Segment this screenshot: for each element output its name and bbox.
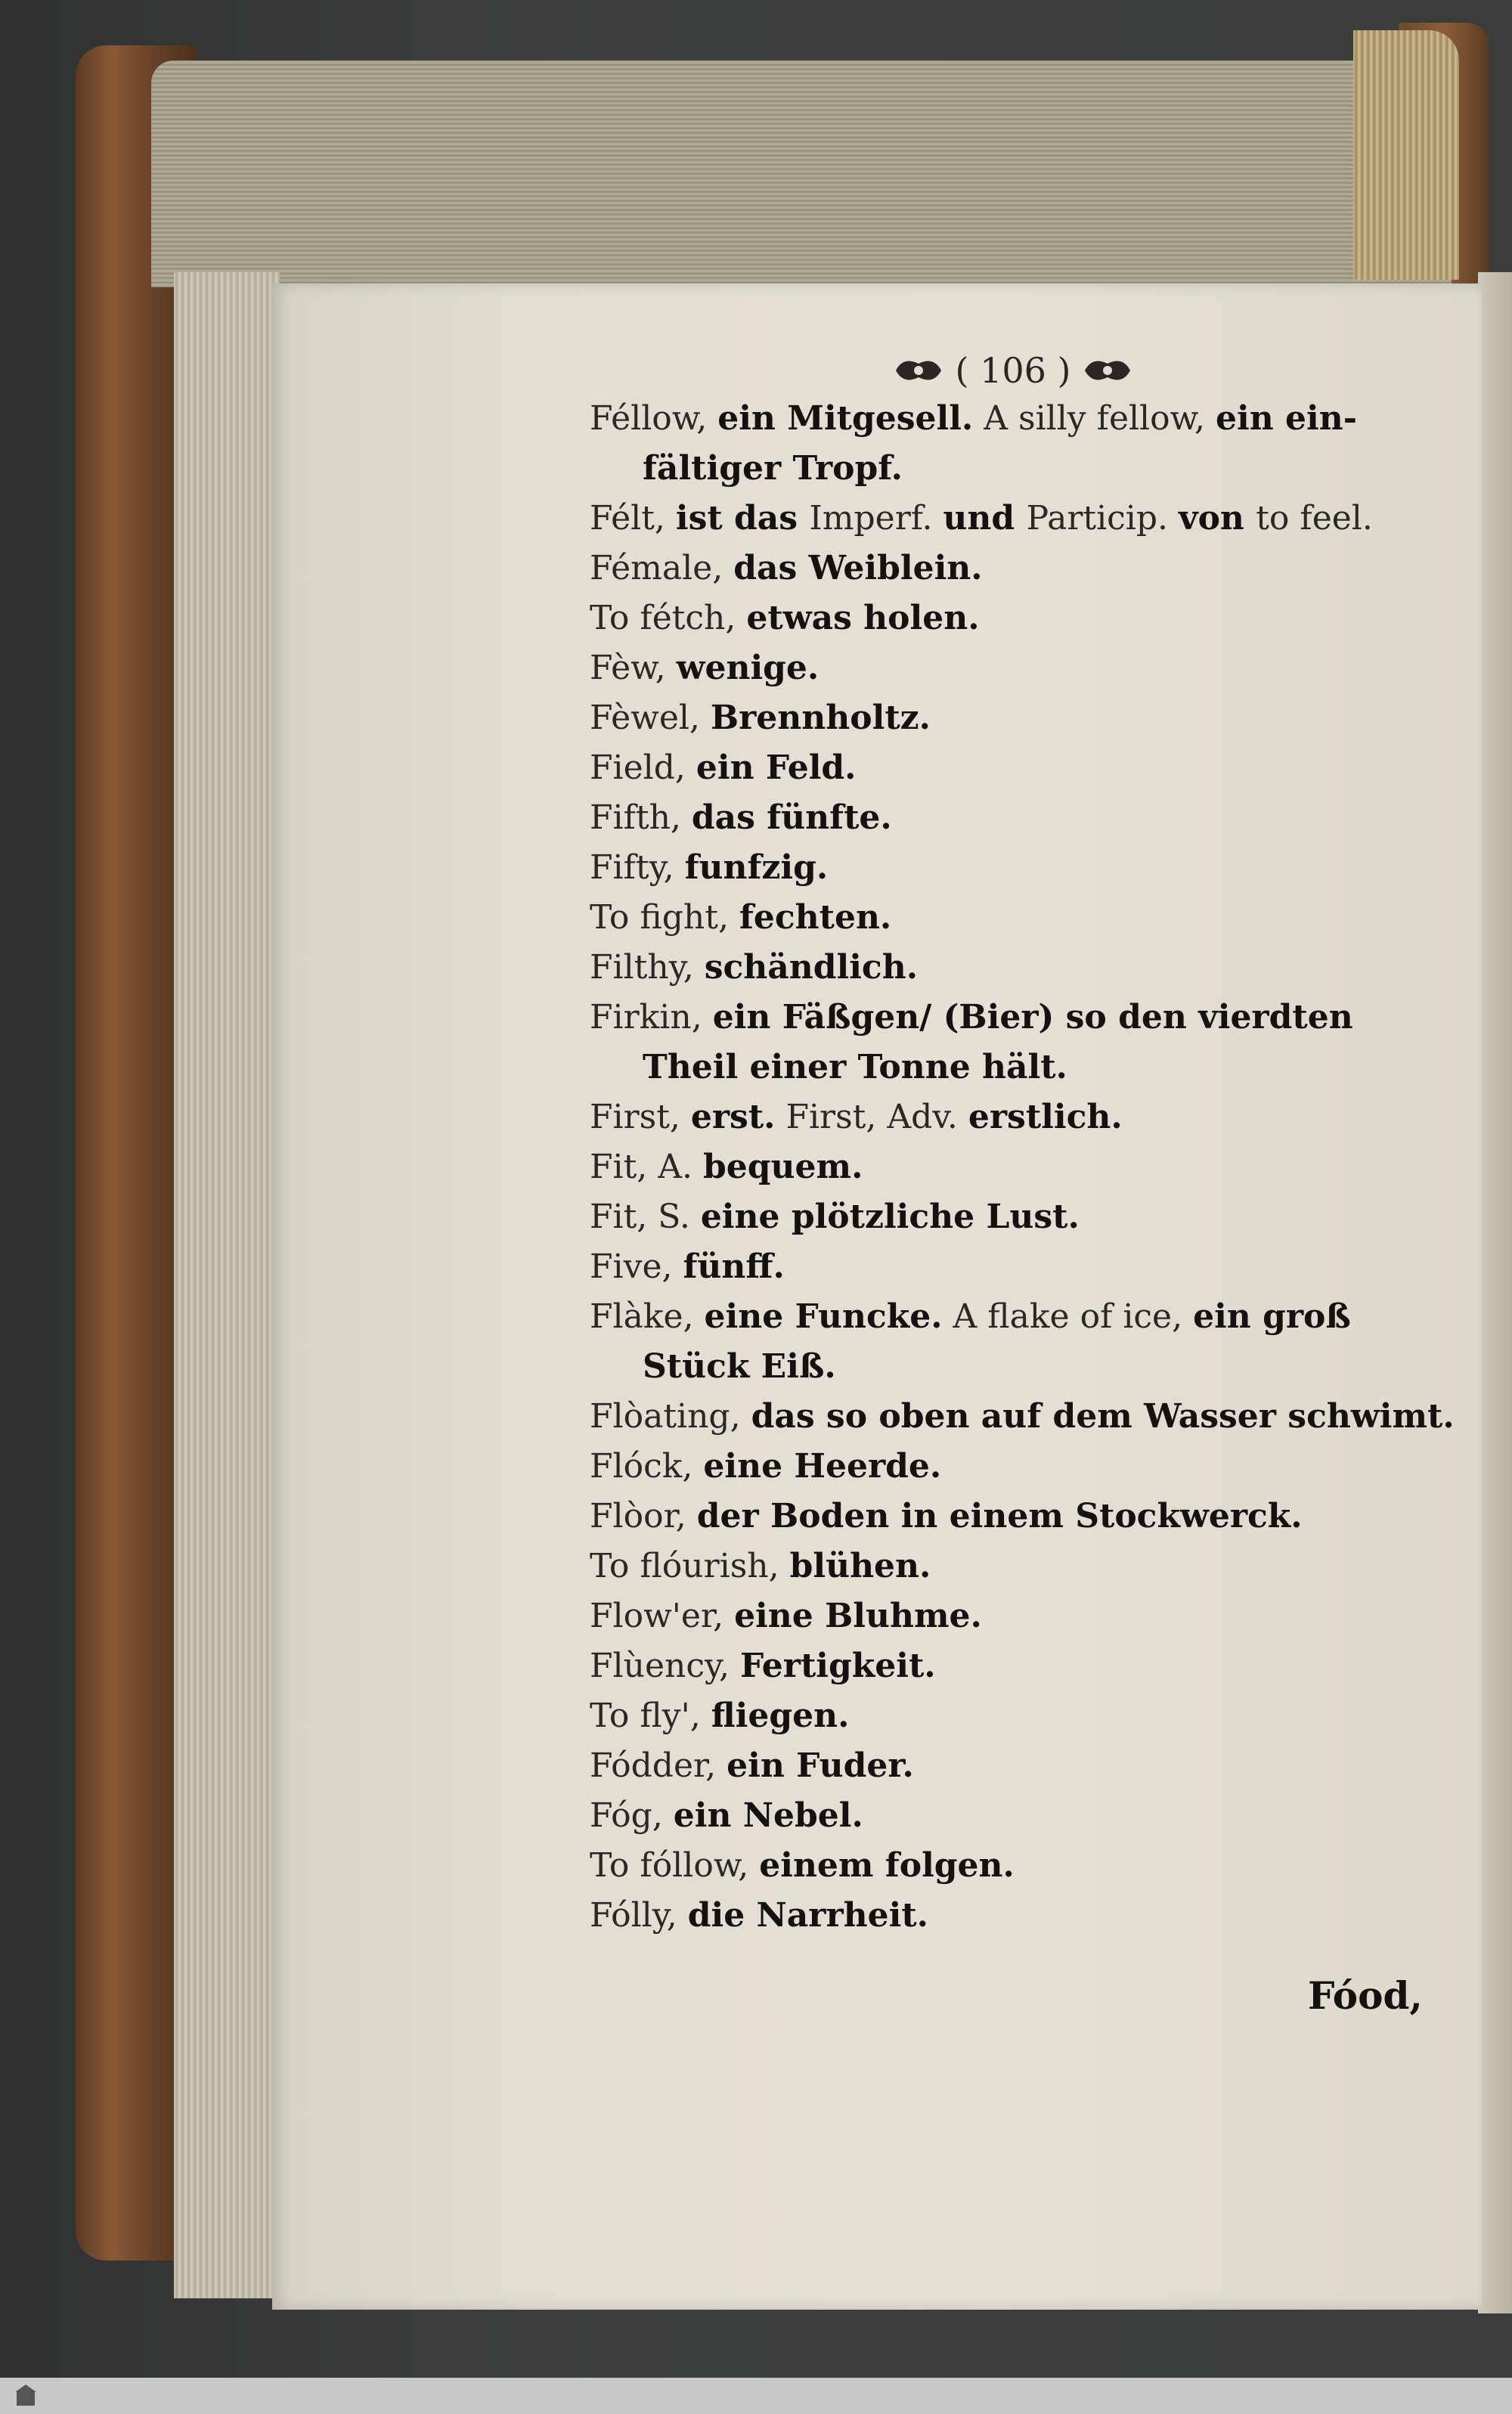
entry-felt xyxy=(590,493,1421,543)
entry-field xyxy=(590,742,1421,792)
entry-flower xyxy=(590,1591,1421,1641)
german-text: das Weiblein. xyxy=(733,549,983,587)
german-text: eine Funcke. xyxy=(704,1297,943,1336)
dictionary-entries xyxy=(590,393,1455,1940)
english-text: To flóurish, xyxy=(590,1547,790,1585)
entry-fifth xyxy=(590,792,1421,842)
german-text: das fünfte. xyxy=(691,798,892,837)
german-text: Brennholtz. xyxy=(710,699,931,737)
english-text: A flake of ice, xyxy=(942,1297,1194,1336)
entry-fog xyxy=(590,1790,1421,1840)
english-text: Flùency, xyxy=(590,1647,740,1685)
english-text: Flòor, xyxy=(590,1497,697,1535)
german-text: einem folgen. xyxy=(759,1846,1015,1885)
headband xyxy=(1353,30,1459,280)
entry-fellow xyxy=(590,393,1421,443)
entry-female xyxy=(590,543,1421,593)
english-text: Fèw, xyxy=(590,649,677,687)
german-text: bequem. xyxy=(703,1148,863,1186)
german-text: ein Fuder. xyxy=(727,1746,914,1785)
german-text: Theil einer Tonne hält. xyxy=(643,1048,1067,1086)
german-text: funfzig. xyxy=(684,848,829,887)
english-text: to feel. xyxy=(1256,499,1373,538)
entry-folly xyxy=(590,1890,1421,1940)
english-text: Fóg, xyxy=(590,1796,674,1835)
german-text: ist das xyxy=(675,499,810,538)
english-text: Flàke, xyxy=(590,1297,705,1336)
german-text: fünff. xyxy=(683,1247,785,1286)
english-text: First, xyxy=(590,1098,691,1136)
german-text: ein Nebel. xyxy=(673,1796,863,1835)
german-text: eine plötzliche Lust. xyxy=(700,1198,1080,1236)
english-text: Fódder, xyxy=(590,1746,727,1785)
english-text: Flòating, xyxy=(590,1397,751,1436)
entry-fit_s xyxy=(590,1192,1421,1241)
german-text: etwas holen. xyxy=(746,599,980,637)
entry-floating xyxy=(590,1391,1455,1441)
entry-fodder xyxy=(590,1740,1421,1790)
german-text: Fertigkeit. xyxy=(739,1647,936,1685)
entry-fellow-cont xyxy=(590,443,1421,493)
english-text: Fémale, xyxy=(590,549,734,587)
english-text: Féllow, xyxy=(590,399,718,438)
english-text: Fèwel, xyxy=(590,699,711,737)
german-text: ein Mitgesell. xyxy=(717,399,974,438)
entry-few xyxy=(590,643,1421,693)
german-text: schändlich. xyxy=(704,948,919,987)
german-text: der Boden in einem Stockwerck. xyxy=(696,1497,1303,1535)
german-text: fältiger Tropf. xyxy=(643,449,903,488)
english-text: To fétch, xyxy=(590,599,747,637)
english-text: Flow'er, xyxy=(590,1597,735,1635)
entry-flock xyxy=(590,1441,1421,1491)
german-text: erstlich. xyxy=(968,1098,1123,1136)
entry-firkin-cont xyxy=(590,1042,1421,1092)
page-header xyxy=(869,344,1157,397)
german-text: und xyxy=(943,499,1027,538)
catchword: Fóod, xyxy=(1308,1973,1423,2018)
entry-fly xyxy=(590,1690,1421,1740)
english-text: First, Adv. xyxy=(775,1098,968,1136)
german-text: ein Feld. xyxy=(696,748,857,787)
entry-fewel xyxy=(590,693,1421,742)
facing-page-edge xyxy=(1478,272,1512,2313)
entry-fluency xyxy=(590,1641,1421,1690)
page-number: ( 106 ) xyxy=(955,350,1071,391)
entry-flourish xyxy=(590,1541,1421,1591)
english-text: Fifth, xyxy=(590,798,692,837)
german-text: blühen. xyxy=(789,1547,931,1585)
page-stack xyxy=(174,272,280,2298)
entry-firkin xyxy=(590,992,1421,1042)
english-text: To fight, xyxy=(590,898,739,937)
english-text: To fóllow, xyxy=(590,1846,760,1885)
english-text: Five, xyxy=(590,1247,683,1286)
entry-fit_a xyxy=(590,1142,1421,1192)
german-text: eine Bluhme. xyxy=(734,1597,982,1635)
entry-floor xyxy=(590,1491,1421,1541)
entry-flake-cont xyxy=(590,1341,1421,1391)
english-text: A silly fellow, xyxy=(973,399,1216,438)
entry-filthy xyxy=(590,942,1421,992)
german-text: erst. xyxy=(690,1098,776,1136)
ornament-right-icon xyxy=(1081,355,1134,386)
entry-first xyxy=(590,1092,1421,1142)
german-text: die Narrheit. xyxy=(687,1896,928,1935)
viewer-footer-bar xyxy=(0,2378,1512,2414)
german-text: wenige. xyxy=(676,649,820,687)
english-text: Imperf. xyxy=(809,499,943,538)
english-text: Filthy, xyxy=(590,948,705,987)
english-text: Field, xyxy=(590,748,696,787)
entry-fifty xyxy=(590,842,1421,892)
german-text: ein Fäßgen/ (Bier) so den vierdten xyxy=(712,998,1353,1037)
english-text: Fifty, xyxy=(590,848,685,887)
german-text: ein ein- xyxy=(1216,399,1358,438)
entry-five xyxy=(590,1241,1421,1291)
german-text: das so oben auf dem Wasser schwimt. xyxy=(751,1397,1455,1436)
german-text: von xyxy=(1179,499,1256,538)
entry-flake xyxy=(590,1291,1421,1341)
english-text: Félt, xyxy=(590,499,676,538)
english-text: Firkin, xyxy=(590,998,713,1037)
english-text: Fit, S. xyxy=(590,1198,701,1236)
german-text: ein groß xyxy=(1193,1297,1351,1336)
german-text: eine Heerde. xyxy=(703,1447,942,1486)
entry-fetch xyxy=(590,593,1421,643)
ornament-left-icon xyxy=(892,355,945,386)
german-text: fechten. xyxy=(739,898,892,937)
english-text: Particip. xyxy=(1026,499,1179,538)
english-text: To fly', xyxy=(590,1697,711,1735)
entry-follow xyxy=(590,1840,1421,1890)
page-edges-top xyxy=(151,60,1452,287)
entry-fight xyxy=(590,892,1421,942)
german-text: Stück Eiß. xyxy=(643,1347,836,1386)
english-text: Fólly, xyxy=(590,1896,688,1935)
english-text: Fit, A. xyxy=(590,1148,704,1186)
german-text: fliegen. xyxy=(711,1697,850,1735)
library-logo-icon xyxy=(11,2381,41,2412)
english-text: Flóck, xyxy=(590,1447,704,1486)
